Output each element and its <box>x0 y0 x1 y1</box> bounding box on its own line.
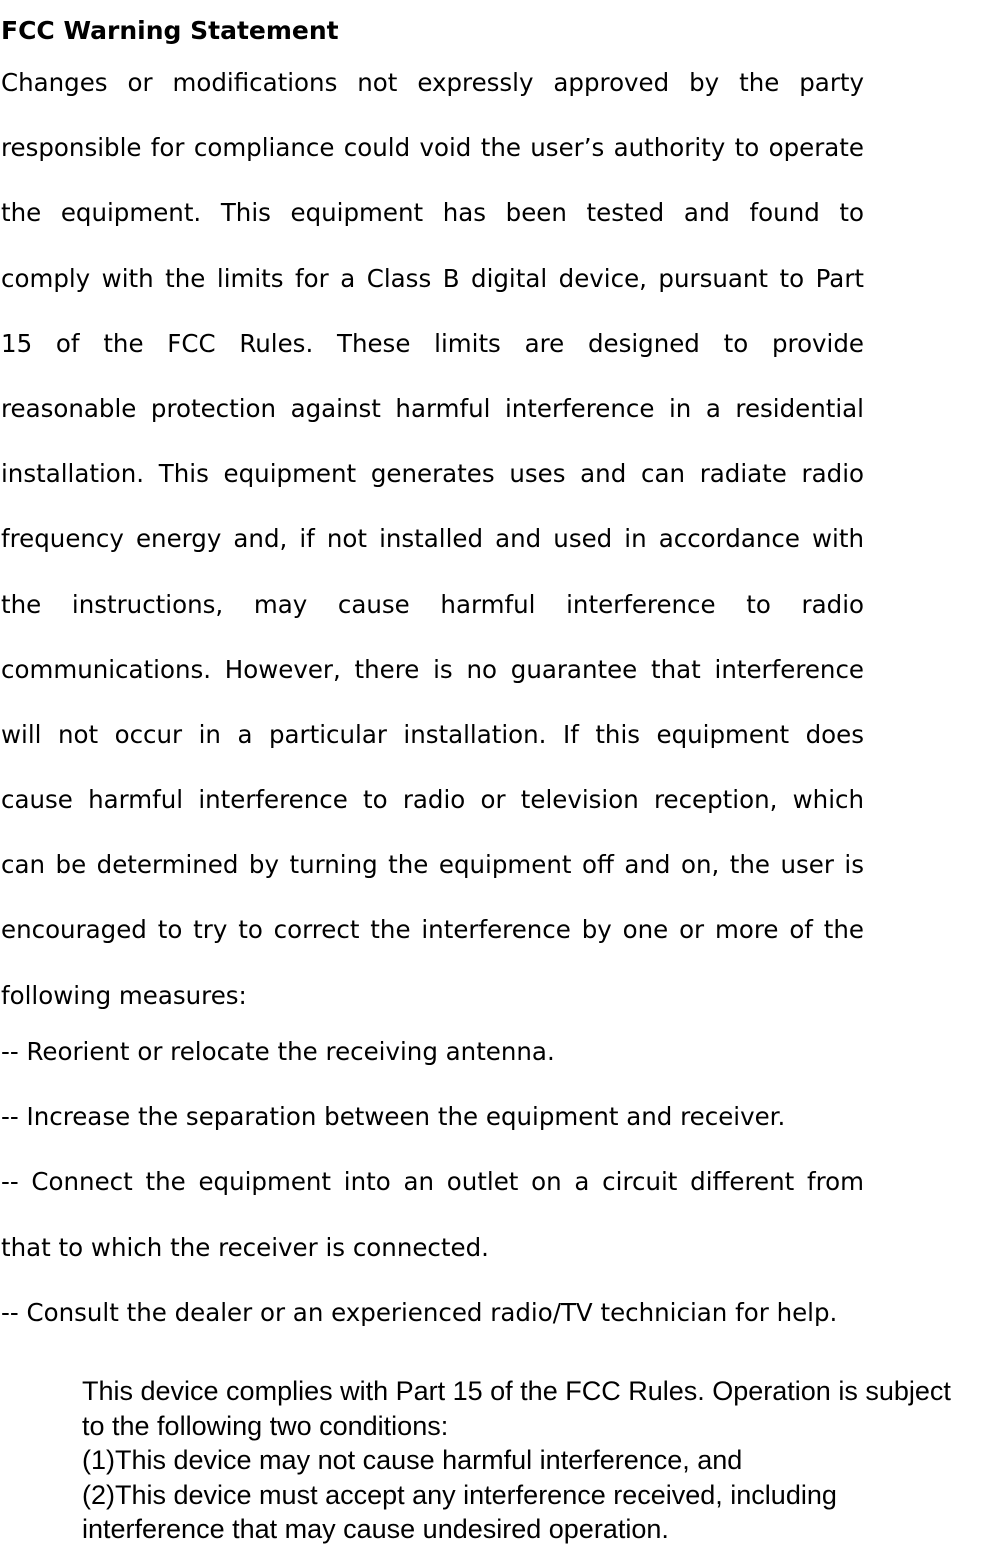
paragraph-line: communications. However, there is no guarantee that interference <box>1 654 864 684</box>
document-title: FCC Warning Statement <box>1 15 339 45</box>
paragraph-line: the equipment. This equipment has been tested and found to <box>1 198 864 228</box>
measure-item: -- Increase the separation between the equipment and receiver. <box>1 1102 786 1132</box>
compliance-line: interference that may cause undesired operation. <box>82 1514 669 1545</box>
paragraph-line: comply with the limits for a Class B digital device, pursuant to Part <box>1 263 864 293</box>
paragraph-line: cause harmful interference to radio or television reception, which <box>1 785 864 815</box>
measure-item: -- Reorient or relocate the receiving antenna. <box>1 1037 555 1066</box>
paragraph-line: installation. This equipment generates uses and can radiate radio <box>1 459 864 489</box>
measure-item: -- Connect the equipment into an outlet on a circuit different from <box>1 1167 864 1197</box>
paragraph-line: Changes or modifications not expressly approved by the party <box>1 68 864 97</box>
paragraph-line: encouraged to try to correct the interference by one or more of the <box>1 915 864 945</box>
compliance-statement <box>82 1374 992 1547</box>
paragraph-line: frequency energy and, if not installed and used in accordance with <box>1 524 864 554</box>
measures-list <box>1 1019 864 1345</box>
paragraph-line: the instructions, may cause harmful interference to radio <box>1 589 864 619</box>
paragraph-line: 15 of the FCC Rules. These limits are designed to provide <box>1 328 864 358</box>
measure-item-continuation: that to which the receiver is connected. <box>1 1232 489 1262</box>
compliance-line: This device complies with Part 15 of the FCC Rules. Operation is subject <box>82 1376 951 1406</box>
paragraph-line: will not occur in a particular installation. If this equipment does <box>1 719 864 749</box>
compliance-line: to the following two conditions: <box>82 1410 449 1441</box>
compliance-condition-1: (1)This device may not cause harmful interference, and <box>82 1445 743 1476</box>
paragraph-line: reasonable protection against harmful interference in a residential <box>1 393 864 423</box>
measure-item: -- Consult the dealer or an experienced radio/TV technician for help. <box>1 1297 838 1327</box>
paragraph-line: can be determined by turning the equipment off and on, the user is <box>1 850 864 880</box>
fcc-warning-paragraph <box>1 50 864 1028</box>
paragraph-line: following measures: <box>1 980 247 1010</box>
paragraph-line: responsible for compliance could void the user’s authority to operate <box>1 133 864 163</box>
compliance-condition-2: (2)This device must accept any interference received, including <box>82 1479 837 1510</box>
